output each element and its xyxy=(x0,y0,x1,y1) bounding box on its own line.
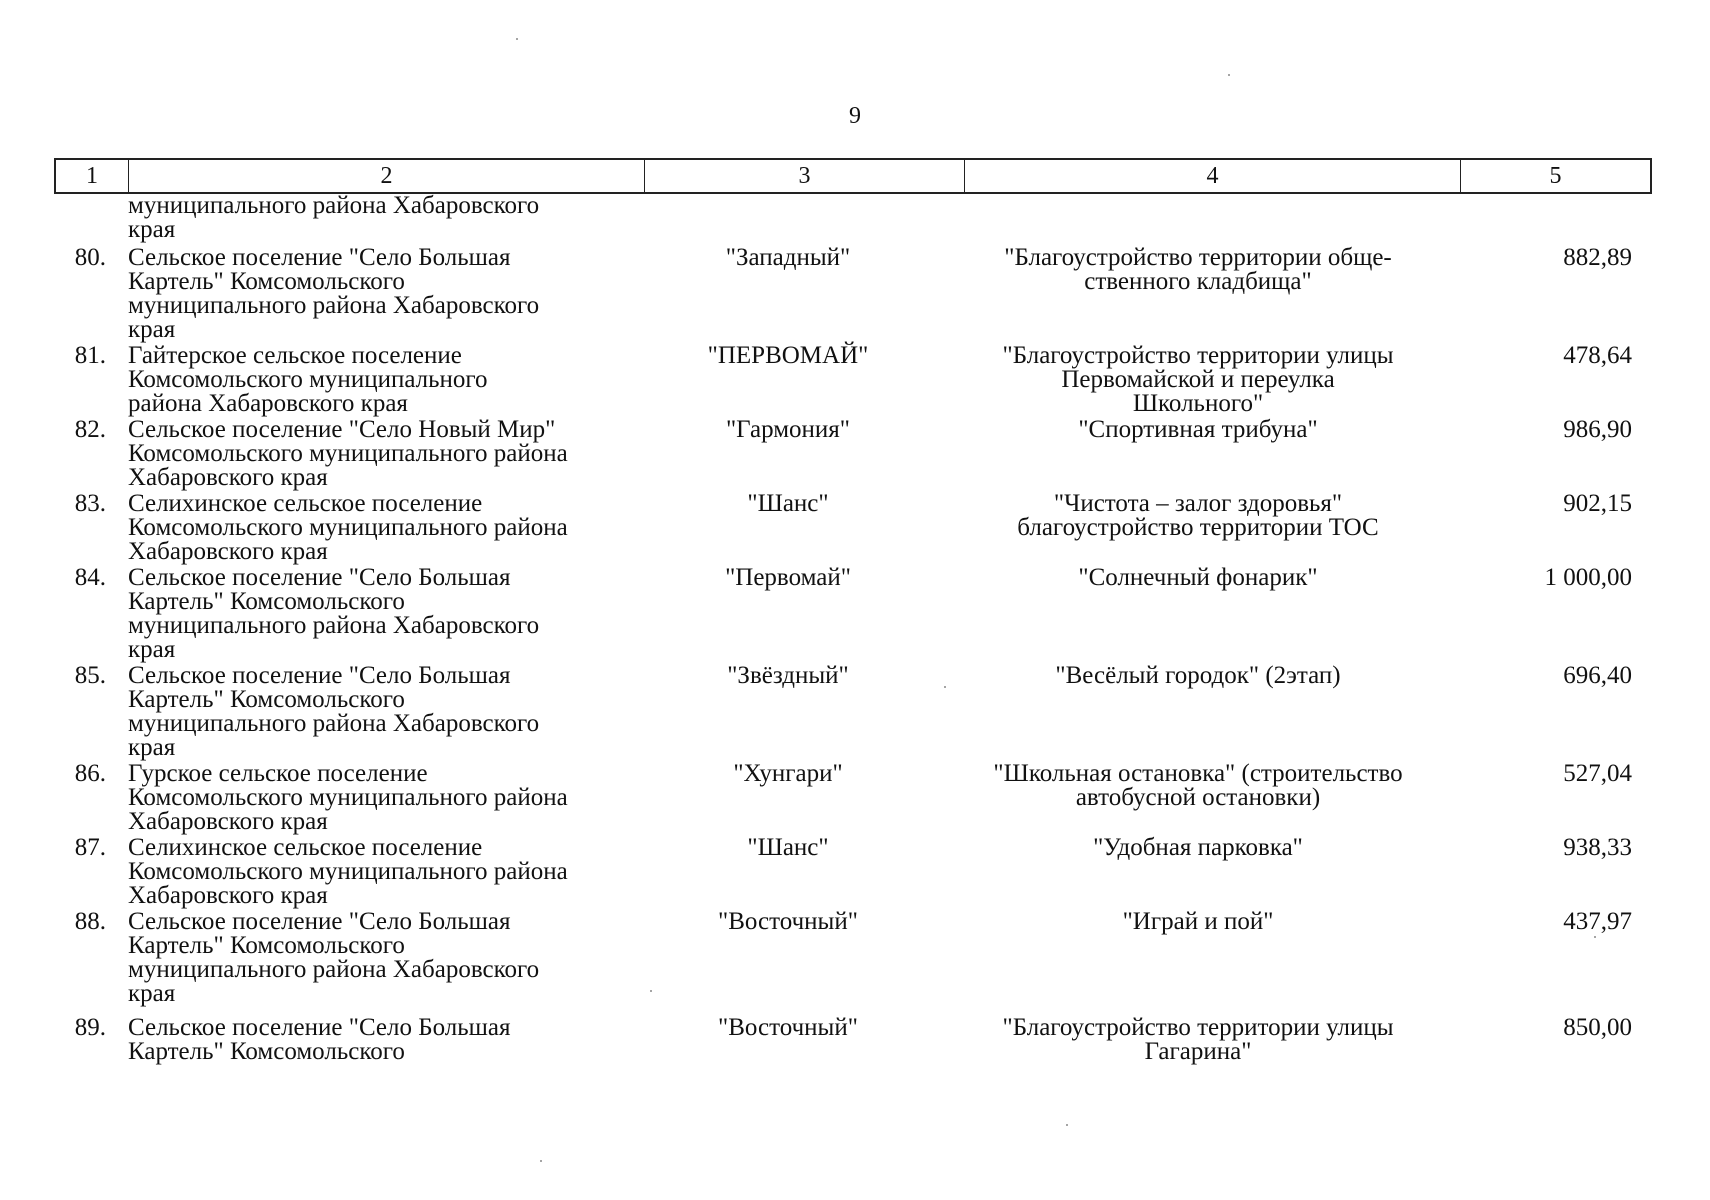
project-name: "Благоустройство территории улицы Первомайской и переулка Школьного" xyxy=(1002,342,1394,417)
header-col-4: 4 xyxy=(964,160,1460,192)
project-name: "Спортивная трибуна" xyxy=(1078,416,1318,443)
tos-name: "Звёздный" xyxy=(727,662,849,689)
table-row xyxy=(54,1006,1652,1064)
amount-value: 938,33 xyxy=(1563,834,1632,861)
tos-name: "Гармония" xyxy=(725,416,851,443)
header-col-5: 5 xyxy=(1460,160,1650,192)
amount-value: 882,89 xyxy=(1563,244,1632,271)
amount-value: 986,90 xyxy=(1563,416,1632,443)
scan-speck xyxy=(650,990,652,992)
project-name: "Школьная остановка" (строительство автобусной остановки) xyxy=(993,760,1403,811)
continuation-text: муниципального района Хабаровского края xyxy=(128,192,540,243)
table-row xyxy=(54,242,1652,342)
project-name: "Солнечный фонарик" xyxy=(1078,564,1318,591)
tos-name: "Шанс" xyxy=(747,490,829,517)
tos-name: "Западный" xyxy=(725,244,851,271)
amount-value: 850,00 xyxy=(1563,1014,1632,1041)
project-name: "Удобная парковка" xyxy=(1093,834,1303,861)
header-col-1: 1 xyxy=(86,163,98,189)
project-name: "Благоустройство территории обще- ственного кладбища" xyxy=(1004,244,1392,295)
scan-speck xyxy=(1066,1124,1068,1126)
amount-value: 478,64 xyxy=(1563,342,1632,369)
row-number: 85. xyxy=(74,662,106,689)
row-number: 87. xyxy=(74,834,106,861)
tos-name: "Шанс" xyxy=(747,834,829,861)
row-number: 86. xyxy=(74,760,106,787)
table-row xyxy=(54,342,1652,416)
header-col-3: 3 xyxy=(644,160,964,192)
row-number: 84. xyxy=(74,564,106,591)
scan-speck xyxy=(516,38,518,40)
tos-name: "Хунгари" xyxy=(733,760,843,787)
settlement-name: Гурское сельское поселение Комсомольского муниципального района Хабаровского края xyxy=(128,760,568,835)
row-number: 81. xyxy=(74,342,106,369)
settlement-name: Сельское поселение "Село Большая Картель" Комсомольского муниципального района Хабаровского края xyxy=(128,908,540,1007)
settlement-name: Сельское поселение "Село Новый Мир" Комсомольского муниципального района Хабаровского края xyxy=(128,416,568,491)
settlement-name: Селихинское сельское поселение Комсомольского муниципального района Хабаровского края xyxy=(128,490,568,565)
table-row xyxy=(54,760,1652,834)
scan-speck xyxy=(1594,936,1596,938)
table-body xyxy=(54,194,1652,1064)
continuation-row xyxy=(54,194,1652,242)
row-number: 89. xyxy=(74,1014,106,1041)
settlement-name: Сельское поселение "Село Большая Картель" Комсомольского муниципального района Хабаровского края xyxy=(128,564,540,663)
header-col-2: 2 xyxy=(128,160,644,192)
project-name: "Играй и пой" xyxy=(1122,908,1274,935)
amount-value: 696,40 xyxy=(1563,662,1632,689)
page-number: 9 xyxy=(849,103,861,129)
scan-speck xyxy=(540,1160,542,1162)
table-row xyxy=(54,834,1652,908)
settlement-name: Сельское поселение "Село Большая Картель" Комсомольского xyxy=(128,1014,511,1065)
table-header xyxy=(54,158,1652,194)
settlement-name: Сельское поселение "Село Большая Картель" Комсомольского муниципального района Хабаровского края xyxy=(128,244,540,343)
row-number: 83. xyxy=(74,490,106,517)
tos-name: "ПЕРВОМАЙ" xyxy=(707,342,869,369)
row-number: 82. xyxy=(74,416,106,443)
row-host xyxy=(54,242,1652,1064)
scan-speck xyxy=(1228,74,1230,76)
settlement-name: Сельское поселение "Село Большая Картель" Комсомольского муниципального района Хабаровского края xyxy=(128,662,540,761)
amount-value: 527,04 xyxy=(1563,760,1632,787)
row-number: 88. xyxy=(74,908,106,935)
amount-value: 437,97 xyxy=(1563,908,1632,935)
table-row xyxy=(54,564,1652,662)
project-name: "Благоустройство территории улицы Гагарина" xyxy=(1002,1014,1394,1065)
settlement-name: Селихинское сельское поселение Комсомольского муниципального района Хабаровского края xyxy=(128,834,568,909)
table-row xyxy=(54,416,1652,490)
settlement-name: Гайтерское сельское поселение Комсомольского муниципального района Хабаровского края xyxy=(128,342,488,417)
amount-value: 1 000,00 xyxy=(1544,564,1632,591)
tos-name: "Восточный" xyxy=(718,908,858,935)
tos-name: "Первомай" xyxy=(725,564,851,591)
scan-speck xyxy=(944,686,946,688)
project-name: "Чистота – залог здоровья" благоустройство территории ТОС xyxy=(1017,490,1379,541)
row-number: 80. xyxy=(74,244,106,271)
amount-value: 902,15 xyxy=(1563,490,1632,517)
table-row xyxy=(54,662,1652,760)
tos-name: "Восточный" xyxy=(718,1014,858,1041)
table-row xyxy=(54,908,1652,1006)
project-name: "Весёлый городок" (2этап) xyxy=(1055,662,1341,689)
table-row xyxy=(54,490,1652,564)
